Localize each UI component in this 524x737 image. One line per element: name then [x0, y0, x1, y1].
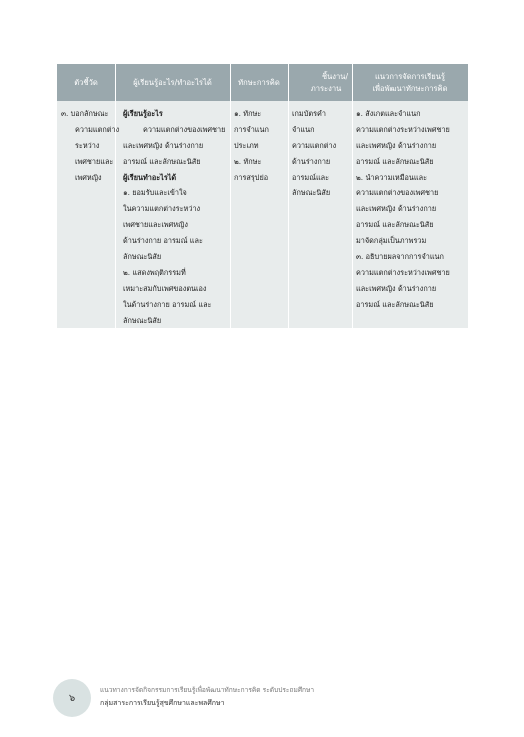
approach-line: อารมณ์ และลักษณะนิสัย — [356, 156, 434, 166]
header-tasks-line2: ภาระงาน — [310, 83, 342, 93]
task-line: อารมณ์และ — [292, 172, 330, 182]
learner-line: ด้านร่างกาย อารมณ์ และ — [123, 236, 203, 246]
approach-line: อารมณ์ และลักษณะนิสัย — [356, 220, 434, 230]
tasks-cell — [292, 106, 336, 201]
header-tasks — [288, 64, 352, 101]
header-approach — [352, 64, 468, 101]
task-line: ลักษณะนิสัย — [292, 188, 331, 198]
curriculum-table — [57, 64, 468, 328]
approach-cell — [356, 106, 450, 313]
task-line: เกมบัตรคำ — [292, 109, 326, 118]
learner-line: ในความแตกต่างระหว่าง — [123, 204, 201, 214]
approach-line: และเพศหญิง ด้านร่างกาย — [356, 283, 437, 293]
indicator-line: ระหว่าง — [75, 140, 100, 150]
column-divider — [115, 64, 116, 328]
approach-line: มาจัดกลุ่มเป็นภาพรวม — [356, 236, 427, 246]
approach-line: ความแตกต่างระหว่างเพศชาย — [356, 267, 450, 277]
task-line: จำแนก — [292, 124, 315, 134]
learner-heading: ผู้เรียนทำอะไรได้ — [123, 172, 177, 182]
skill-line: ๑. ทักษะ — [234, 109, 262, 118]
approach-line: และเพศหญิง ด้านร่างกาย — [356, 140, 437, 150]
indicator-line: ๓. บอกลักษณะ — [61, 109, 109, 118]
column-divider — [230, 64, 231, 328]
learner-line: อารมณ์ และลักษณะนิสัย — [123, 156, 201, 166]
learner-cell — [123, 106, 225, 328]
task-line: ความแตกต่าง — [292, 140, 337, 150]
learner-line: ๒. แสดงพฤติกรรมที่ — [123, 267, 186, 277]
skill-line: การจำแนก — [234, 124, 269, 134]
footer-subject: กลุ่มสาระการเรียนรู้สุขศึกษาและพลศึกษา — [100, 699, 225, 707]
header-approach-line2: เพื่อพัฒนาทักษะการคิด — [372, 83, 448, 93]
footer-book-title: แนวทางการจัดกิจกรรมการเรียนรู้เพื่อพัฒนาทักษะการคิด ระดับประถมศึกษา — [100, 686, 315, 694]
page-number: ๖ — [68, 692, 76, 704]
column-divider — [352, 64, 353, 328]
learner-line: เพศชายและเพศหญิง — [123, 220, 188, 230]
learner-heading: ผู้เรียนรู้อะไร — [123, 109, 163, 118]
learner-line: ๑. ยอมรับและเข้าใจ — [123, 188, 187, 198]
approach-line: อารมณ์ และลักษณะนิสัย — [356, 299, 434, 309]
header-indicator — [57, 64, 115, 101]
header-indicator-label: ตัวชี้วัด — [74, 77, 98, 87]
approach-line: ๑. สังเกตและจำแนก — [356, 109, 421, 118]
approach-line: และเพศหญิง ด้านร่างกาย — [356, 204, 437, 214]
approach-line: ความแตกต่างของเพศชาย — [356, 188, 439, 198]
indicator-line: ความแตกต่าง — [75, 124, 120, 134]
thinking-skill-cell — [234, 106, 269, 185]
indicator-line: เพศหญิง — [75, 172, 102, 182]
learner-line: ความแตกต่างของเพศชาย — [143, 124, 226, 134]
header-approach-line1: แนวการจัดการเรียนรู้ — [374, 71, 445, 81]
learner-line: ลักษณะนิสัย — [123, 252, 162, 262]
task-line: ด้านร่างกาย — [292, 156, 331, 166]
skill-line: ประเภท — [234, 140, 259, 150]
header-learner — [115, 64, 230, 101]
header-thinking-skill-label: ทักษะการคิด — [238, 77, 280, 87]
skill-line: การสรุปย่อ — [234, 172, 269, 182]
page-number-badge — [53, 679, 91, 717]
header-thinking-skill — [230, 64, 288, 101]
column-divider — [288, 64, 289, 328]
indicator-cell — [61, 106, 119, 185]
indicator-line: เพศชายและ — [75, 156, 114, 166]
approach-line: ๓. อธิบายผลจากการจำแนก — [356, 252, 444, 262]
learner-line: ลักษณะนิสัย — [123, 315, 162, 325]
learner-line: และเพศหญิง ด้านร่างกาย — [123, 140, 204, 150]
table-header-row — [57, 64, 468, 101]
header-learner-label: ผู้เรียนรู้อะไร/ทำอะไรได้ — [133, 77, 212, 87]
approach-line: ๒. นำความเหมือนและ — [356, 172, 427, 182]
learner-line: ในด้านร่างกาย อารมณ์ และ — [123, 299, 212, 309]
header-tasks-line1: ชิ้นงาน/ — [321, 71, 349, 81]
approach-line: ความแตกต่างระหว่างเพศชาย — [356, 124, 450, 134]
learner-line: เหมาะสมกับเพศของตนเอง — [123, 283, 207, 293]
skill-line: ๒. ทักษะ — [234, 156, 262, 166]
